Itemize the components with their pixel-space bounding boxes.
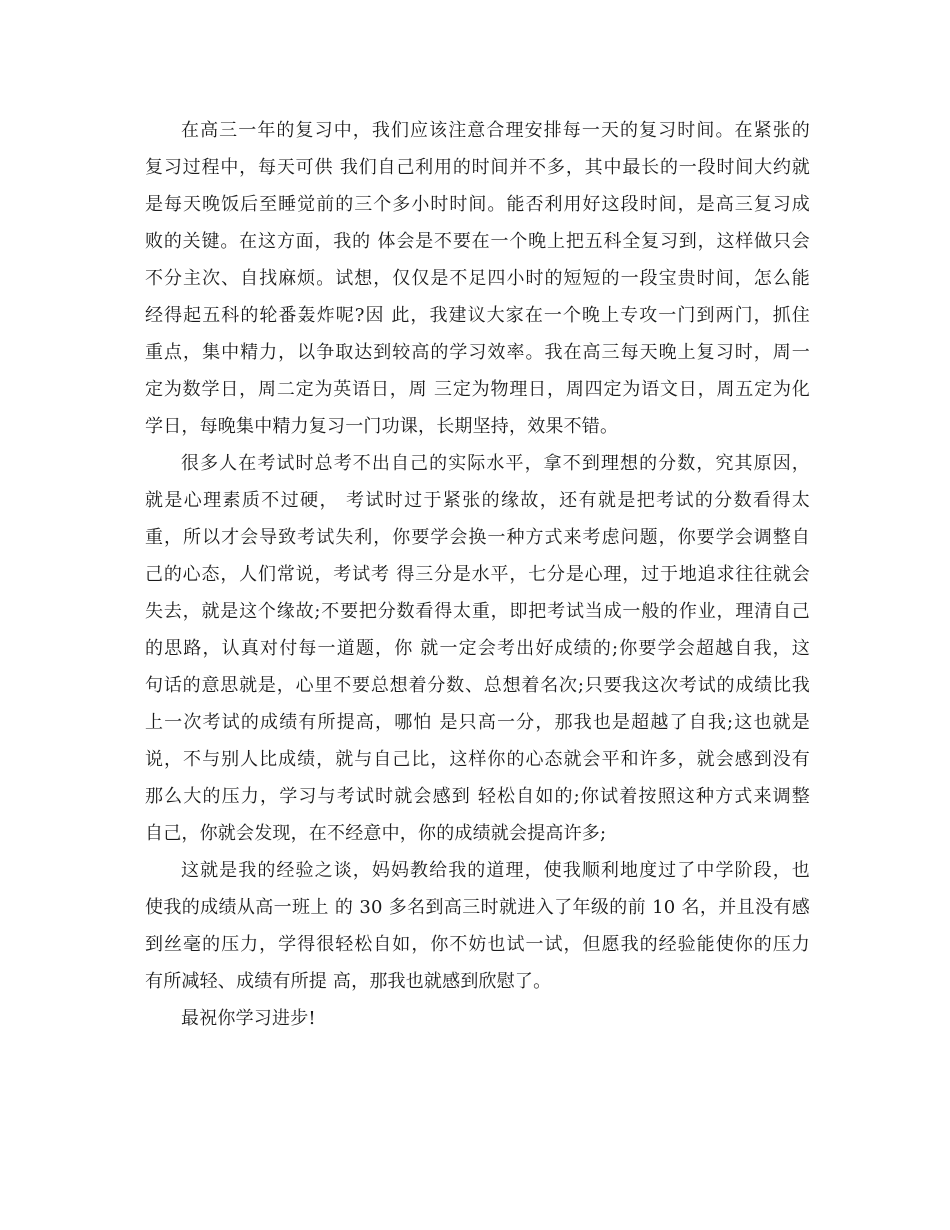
paragraph-line: 定为数学日，周二定为英语日，周 三定为物理日，周四定为语文日，周五定为化 <box>145 379 810 400</box>
paragraph-line: 是每天晚饭后至睡觉前的三个多小时时间。能否利用好这段时间，是高三复习成 <box>145 194 810 215</box>
paragraph-line: 学日，每晚集中精力复习一门功课，长期坚持，效果不错。 <box>145 416 619 437</box>
paragraph-line: 到丝毫的压力，学得很轻松自如，你不妨也试一试，但愿我的经验能使你的压力 <box>145 934 810 955</box>
paragraph-line: 不分主次、自找麻烦。试想，仅仅是不足四小时的短短的一段宝贵时间，怎么能 <box>145 268 810 289</box>
paragraph-line: 复习过程中，每天可供 我们自己利用的时间并不多，其中最长的一段时间大约就 <box>145 157 810 178</box>
paragraph-line: 使我的成绩从高一班上 的 30 多名到高三时就进入了年级的前 10 名，并且没有感 <box>145 897 810 918</box>
paragraph-line: 在高三一年的复习中，我们应该注意合理安排每一天的复习时间。在紧张的 <box>181 120 810 141</box>
paragraph-line: 经得起五科的轮番轰炸呢?因 此，我建议大家在一个晚上专攻一门到两门，抓住 <box>145 305 810 326</box>
paragraph-line: 自己，你就会发现，在不经意中，你的成绩就会提高许多; <box>145 823 607 844</box>
paragraph-line: 就是心理素质不过硬， 考试时过于紧张的缘故，还有就是把考试的分数看得太 <box>145 490 810 511</box>
paragraph-line: 句话的意思就是，心里不要总想着分数、总想着名次;只要我这次考试的成绩比我 <box>145 675 810 696</box>
paragraph-line: 重点，集中精力，以争取达到较高的学习效率。我在高三每天晚上复习时，周一 <box>145 342 810 363</box>
paragraph-line: 的思路，认真对付每一道题，你 就一定会考出好成绩的;你要学会超越自我，这 <box>145 638 810 659</box>
paragraph-line: 那么大的压力，学习与考试时就会感到 轻松自如的;你试着按照这种方式来调整 <box>145 786 810 807</box>
paragraph <box>145 445 810 852</box>
paragraph <box>145 112 810 445</box>
paragraph-line: 己的心态，人们常说，考试考 得三分是水平，七分是心理，过于地追求往往就会 <box>145 564 810 585</box>
paragraph-line: 很多人在考试时总考不出自己的实际水平，拿不到理想的分数，究其原因， <box>181 453 810 474</box>
closing-paragraph <box>145 1000 810 1037</box>
paragraph-line: 说，不与别人比成绩，就与自己比，这样你的心态就会平和许多，就会感到没有 <box>145 749 810 770</box>
paragraph-line: 这就是我的经验之谈，妈妈教给我的道理，使我顺利地度过了中学阶段，也 <box>181 860 810 881</box>
paragraph-line: 有所减轻、成绩有所提 高，那我也就感到欣慰了。 <box>145 971 552 992</box>
paragraph-line: 败的关键。在这方面，我的 体会是不要在一个晚上把五科全复习到，这样做只会 <box>145 231 810 252</box>
paragraph-line: 失去，就是这个缘故;不要把分数看得太重，即把考试当成一般的作业，理清自己 <box>145 601 810 622</box>
paragraph-line: 重，所以才会导致考试失利，你要学会换一种方式来考虑问题，你要学会调整自 <box>145 527 810 548</box>
paragraph-line: 最祝你学习进步! <box>181 1008 316 1029</box>
document-body <box>145 112 810 1037</box>
paragraph-line: 上一次考试的成绩有所提高，哪怕 是只高一分，那我也是超越了自我;这也就是 <box>145 712 810 733</box>
paragraph <box>145 852 810 1000</box>
